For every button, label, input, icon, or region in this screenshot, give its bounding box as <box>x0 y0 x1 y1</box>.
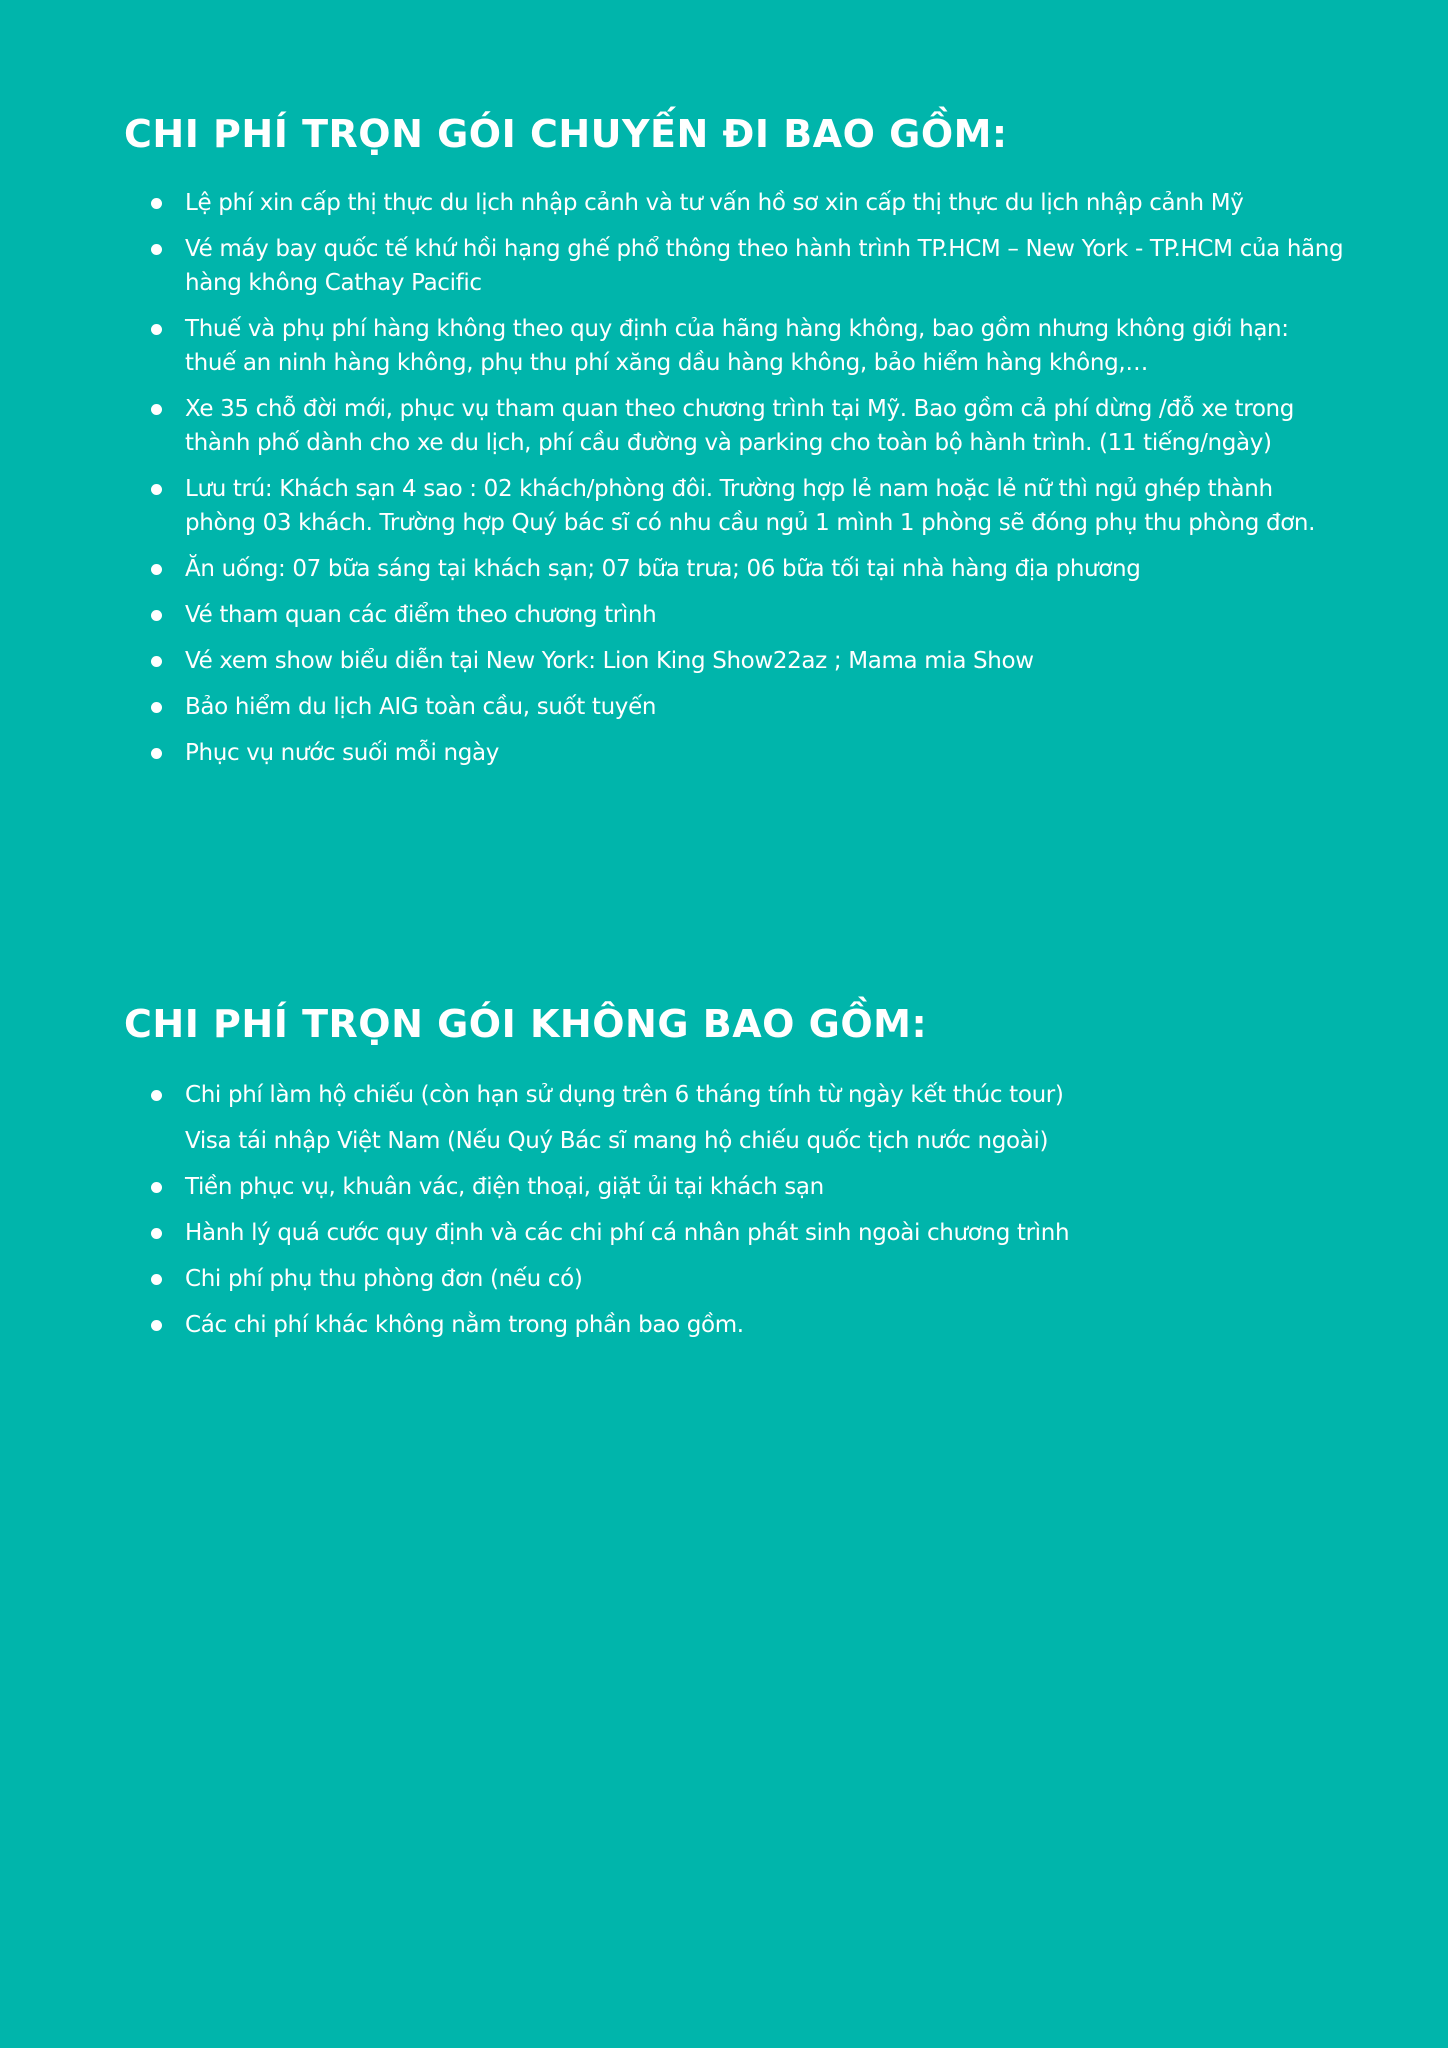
included-item-meals <box>124 552 1344 586</box>
included-item-insurance <box>124 690 1344 724</box>
excluded-item-passport <box>124 1078 1344 1112</box>
excluded-costs-section <box>124 998 1344 1354</box>
included-item-taxes <box>124 312 1344 380</box>
list-item-text: Các chi phí khác không nằm trong phần bao gồm. <box>185 1312 744 1338</box>
bullet-dot-icon <box>151 1182 162 1193</box>
excluded-item-excess-baggage <box>124 1216 1344 1250</box>
list-item-text: Bảo hiểm du lịch AIG toàn cầu, suốt tuyến <box>185 694 657 720</box>
included-item-water <box>124 736 1344 770</box>
list-item-text: Phục vụ nước suối mỗi ngày <box>185 740 499 766</box>
bullet-dot-icon <box>151 610 162 621</box>
excluded-item-other-costs <box>124 1308 1344 1342</box>
list-item-text: Tiền phục vụ, khuân vác, điện thoại, giặt ủi tại khách sạn <box>185 1174 824 1200</box>
bullet-dot-icon <box>151 404 162 415</box>
bullet-dot-icon <box>151 748 162 759</box>
list-item-text: Visa tái nhập Việt Nam (Nếu Quý Bác sĩ mang hộ chiếu quốc tịch nước ngoài) <box>185 1128 1049 1154</box>
excluded-costs-title: CHI PHÍ TRỌN GÓI KHÔNG BAO GỒM: <box>124 1002 928 1046</box>
excluded-item-reentry-visa <box>124 1124 1344 1158</box>
bullet-dot-icon <box>151 484 162 495</box>
bullet-dot-icon <box>151 656 162 667</box>
bullet-dot-icon <box>151 324 162 335</box>
list-item-text: Thuế và phụ phí hàng không theo quy định của hãng hàng không, bao gồm nhưng không giới hạn: thuế an ninh hàng không, phụ thu phí xăng dầu hàng không, bảo hiểm hàng không,… <box>185 316 1289 376</box>
included-item-airfare <box>124 232 1344 300</box>
list-item-text: Lưu trú: Khách sạn 4 sao : 02 khách/phòng đôi. Trường hợp lẻ nam hoặc lẻ nữ thì ngủ ghép thành phòng 03 khách. Trường hợp Quý bác sĩ có nhu cầu ngủ 1 mình 1 phòng sẽ đóng phụ thu phòng đơn. <box>185 476 1316 536</box>
excluded-costs-list <box>124 1078 1344 1342</box>
included-costs-list <box>124 186 1344 770</box>
bullet-dot-icon <box>151 198 162 209</box>
list-item-text: Xe 35 chỗ đời mới, phục vụ tham quan theo chương trình tại Mỹ. Bao gồm cả phí dừng /đỗ xe trong thành phố dành cho xe du lịch, phí cầu đường và parking cho toàn bộ hành trình. (11 tiếng/ngày) <box>185 396 1295 456</box>
list-item-text: Ăn uống: 07 bữa sáng tại khách sạn; 07 bữa trưa; 06 bữa tối tại nhà hàng địa phương <box>185 556 1141 582</box>
list-item-text: Lệ phí xin cấp thị thực du lịch nhập cảnh và tư vấn hồ sơ xin cấp thị thực du lịch nhập cảnh Mỹ <box>185 190 1244 216</box>
excluded-item-single-room <box>124 1262 1344 1296</box>
bullet-dot-icon <box>151 1274 162 1285</box>
included-item-show-tickets <box>124 644 1344 678</box>
list-item-text: Hành lý quá cước quy định và các chi phí cá nhân phát sinh ngoài chương trình <box>185 1220 1070 1246</box>
bullet-dot-icon <box>151 1090 162 1101</box>
list-item-text: Vé tham quan các điểm theo chương trình <box>185 602 657 628</box>
bullet-dot-icon <box>151 244 162 255</box>
bullet-dot-icon <box>151 1320 162 1331</box>
included-item-transport <box>124 392 1344 460</box>
list-item-text: Vé máy bay quốc tế khứ hồi hạng ghế phổ thông theo hành trình TP.HCM – New York - TP.HCM của hãng hàng không Cathay Pacific <box>185 236 1344 296</box>
list-item-text: Chi phí làm hộ chiếu (còn hạn sử dụng trên 6 tháng tính từ ngày kết thúc tour) <box>185 1082 1064 1108</box>
included-item-visa-fee <box>124 186 1344 220</box>
list-item-text: Chi phí phụ thu phòng đơn (nếu có) <box>185 1266 583 1292</box>
list-item-text: Vé xem show biểu diễn tại New York: Lion King Show22az ; Mama mia Show <box>185 648 1034 674</box>
excluded-item-hotel-services <box>124 1170 1344 1204</box>
included-item-sightseeing-tickets <box>124 598 1344 632</box>
bullet-dot-icon <box>151 564 162 575</box>
included-costs-section <box>124 108 1344 782</box>
included-item-accommodation <box>124 472 1344 540</box>
bullet-dot-icon <box>151 1228 162 1239</box>
bullet-dot-icon <box>151 702 162 713</box>
included-costs-title: CHI PHÍ TRỌN GÓI CHUYẾN ĐI BAO GỒM: <box>124 112 1008 156</box>
